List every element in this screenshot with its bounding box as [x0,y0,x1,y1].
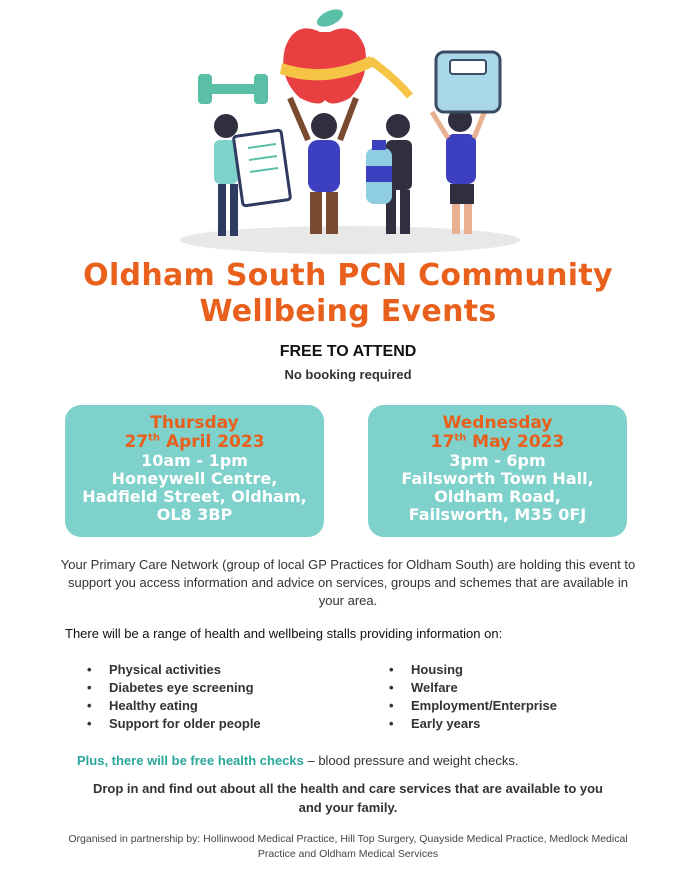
list-item: • Housing [389,661,557,679]
apple-icon [280,8,410,104]
health-checks-detail: – blood pressure and weight checks. [303,753,519,768]
woman-bottle-figure [366,114,412,234]
event-date: 17th May 2023 [430,432,565,452]
woman-scale-figure [432,108,486,234]
stalls-intro: There will be a range of health and wellbeing stalls providing information on: [65,626,503,641]
event-day: Thursday [150,413,239,433]
event-date: 27th April 2023 [124,432,265,452]
event-address: Honeywell Centre, Hadfield Street, Oldham, OL8 3BP [82,469,307,524]
free-to-attend-heading: FREE TO ATTEND [279,343,417,360]
list-item: • Early years [389,715,557,733]
list-item: • Employment/Enterprise [389,697,557,715]
organisers-note: Organised in partnership by: Hollinwood Medical Practice, Hill Top Surgery, Quayside Medical Practice, Medlock Medical Practice and Oldham Medical Services [68,833,628,860]
booking-note: No booking required [284,367,412,382]
intro-paragraph: Your Primary Care Network (group of local GP Practices for Oldham South) are holding this event to support you access information and advice on services, groups and schemes that are available in your area. [60,557,636,608]
list-item: • Physical activities [87,661,261,679]
list-item: • Diabetes eye screening [87,679,261,697]
man-center-figure [290,98,356,234]
health-checks-highlight: Plus, there will be free health checks [77,753,304,768]
list-item: • Welfare [389,679,557,697]
wellbeing-illustration [170,8,530,256]
event-card-wednesday [368,405,627,537]
event-card-thursday [65,405,324,537]
list-item: • Support for older people [87,715,261,733]
health-checks-note [77,753,519,768]
woman-clipboard-figure [214,114,291,236]
page-title: Oldham South PCN Community Wellbeing Events [83,258,613,329]
event-address: Failsworth Town Hall, Oldham Road, Failsworth, M35 0FJ [401,469,594,524]
dumbbell-icon [198,74,268,104]
drop-in-message: Drop in and find out about all the health and care services that are available to you and your family. [92,781,603,815]
event-time: 3pm - 6pm [449,451,546,470]
topics-list-left [87,661,261,733]
event-day: Wednesday [442,413,553,433]
event-time: 10am - 1pm [141,451,248,470]
topics-list-right [389,661,557,733]
list-item: • Healthy eating [87,697,261,715]
weighing-scale-icon [436,52,500,112]
